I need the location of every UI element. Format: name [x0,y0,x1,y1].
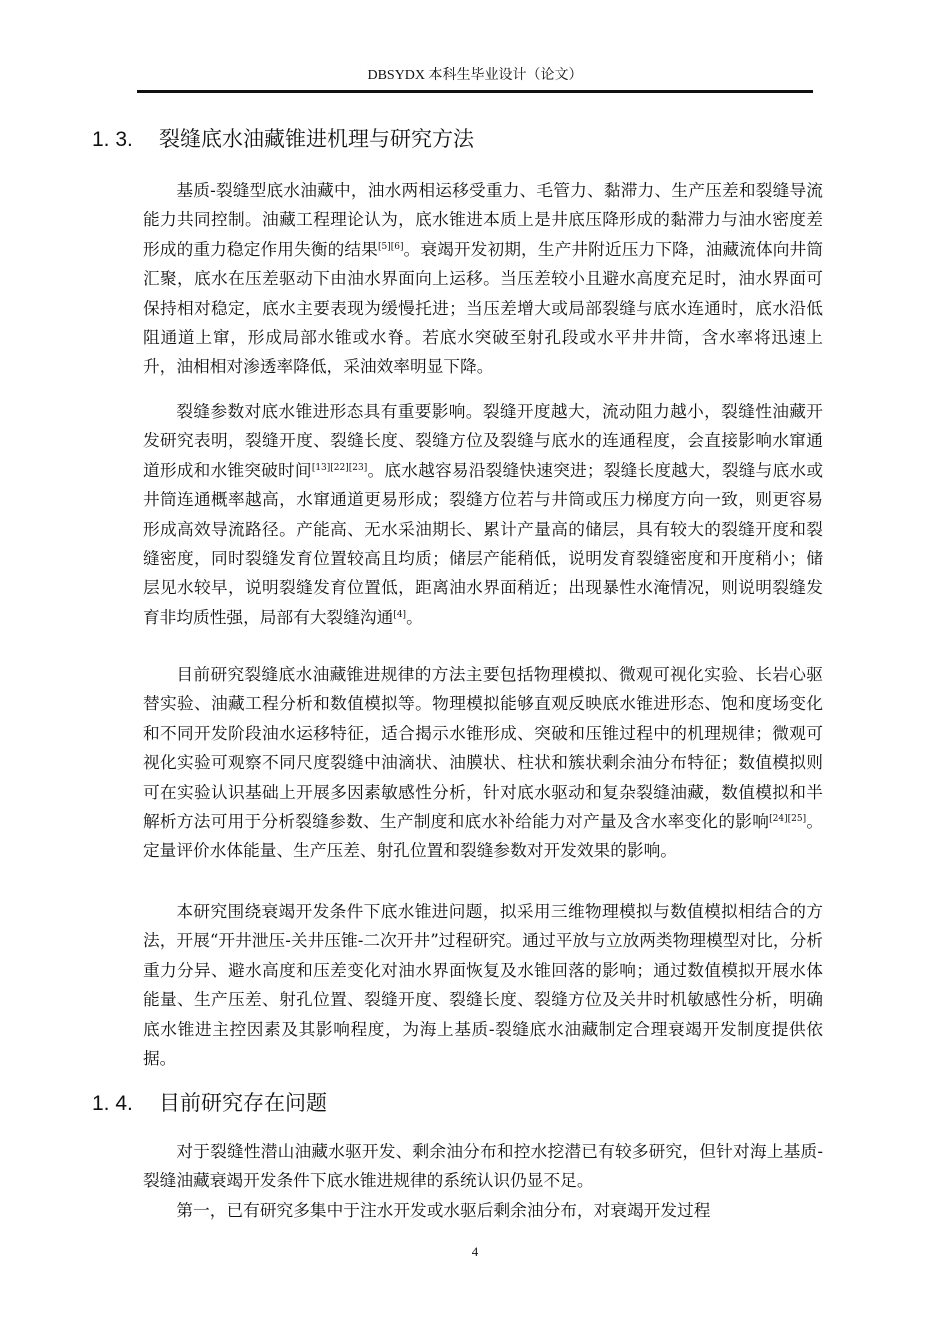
paragraph-text: 本研究围绕衰竭开发条件下底水锥进问题，拟采用三维物理模拟与数值模拟相结合的方法，开展“开井泄压-关井压锥-二次开井”过程研究。通过平放与立放两类物理模型对比，分析重力分异、避水高度和压差变化对油水界面恢复及水锥回落的影响；通过数值模拟开展水体能量、生产压差、射孔位置、裂缝开度、裂缝长度、裂缝方位及关井时机敏感性分析，明确底水锥进主控因素及其影响程度，为海上基质-裂缝底水油藏制定合理衰竭开发制度提供依据。 [143,901,823,1069]
section-number: 1. 3. [92,128,133,151]
paragraph-text: 基质-裂缝型底水油藏中，油水两相运移受重力、毛管力、黏滞力、生产压差和裂缝导流能力共同控制。油藏工程理论认为，底水锥进本质上是井底压降形成的黏滞力与油水密度差形成的重力稳定作用失衡的结果 [143,180,823,259]
section-heading-1-4 [92,1087,327,1117]
paragraph [143,897,823,1073]
section-title: 裂缝底水油藏锥进机理与研究方法 [159,128,474,151]
citation: [5][6] [377,241,404,252]
paragraph-text: 。底水越容易沿裂缝快速突进；裂缝长度越大，裂缝与底水或井筒连通概率越高，水窜通道更易形成；裂缝方位若与井筒或压力梯度方向一致，则更容易形成高效导流路径。产能高、无水采油期长、累计产量高的储层，具有较大的裂缝开度和裂缝密度，同时裂缝发育位置较高且均质；储层产能稍低，说明发育裂缝密度和开度稍小；储层见水较早，说明裂缝发育位置低，距离油水界面稍近；出现暴性水淹情况，则说明裂缝发育非均质性强，局部有大裂缝沟通 [143,459,824,627]
citation: [4] [393,609,407,620]
paragraph-text: 。衰竭开发初期，生产井附近压力下降，油藏流体向井筒汇聚，底水在压差驱动下由油水界面向上运移。当压差较小且避水高度充足时，油水界面可保持相对稳定，底水主要表现为缓慢托进；当压差增大或局部裂缝与底水连通时，底水沿低阻通道上窜，形成局部水锥或水脊。若底水突破至射孔段或水平井井筒，含水率将迅速上升，油相相对渗透率降低，采油效率明显下降。 [143,238,824,377]
paragraph-text: 对于裂缝性潜山油藏水驱开发、剩余油分布和控水挖潜已有较多研究，但针对海上基质-裂缝油藏衰竭开发条件下底水锥进规律的系统认识仍显不足。 [143,1141,823,1191]
paragraph-text: 目前研究裂缝底水油藏锥进规律的方法主要包括物理模拟、微观可视化实验、长岩心驱替实验、油藏工程分析和数值模拟等。物理模拟能够直观反映底水锥进形态、饱和度场变化和不同开发阶段油水运移特征，适合揭示水锥形成、突破和压锥过程中的机理规律；微观可视化实验可观察不同尺度裂缝中油滴状、油膜状、柱状和簇状剩余油分布特征；数值模拟则可在实验认识基础上开展多因素敏感性分析，针对底水驱动和复杂裂缝油藏，数值模拟和半解析方法可用于分析裂缝参数、生产制度和底水补给能力对产量及含水率变化的影响 [143,664,823,832]
paragraph-text: 。 [406,606,423,627]
paragraph [143,1137,823,1196]
paragraph [143,176,823,382]
header-rule [137,90,813,93]
section-title: 目前研究存在问题 [159,1092,327,1115]
paragraph [143,1196,823,1225]
paragraph-text: 。定量评价水体能量、生产压差、射孔位置和裂缝参数对开发效果的影响。 [143,811,824,861]
section-number: 1. 4. [92,1092,133,1115]
citation: [24][25] [769,814,807,825]
paragraph-text: 裂缝参数对底水锥进形态具有重要影响。裂缝开度越大，流动阻力越小，裂缝性油藏开发研究表明，裂缝开度、裂缝长度、裂缝方位及裂缝与底水的连通程度，会直接影响水窜通道形成和水锥突破时间 [143,401,823,480]
paragraph-text: 第一，已有研究多集中于注水开发或水驱后剩余油分布，对衰竭开发过程 [176,1200,711,1220]
running-header: DBSYDX 本科生毕业设计（论文） [367,68,583,83]
section-heading-1-3 [92,123,474,153]
paragraph [143,397,823,632]
citation: [13][22][23] [311,462,368,473]
paragraph [143,660,823,866]
page-number: 4 [471,1244,479,1259]
